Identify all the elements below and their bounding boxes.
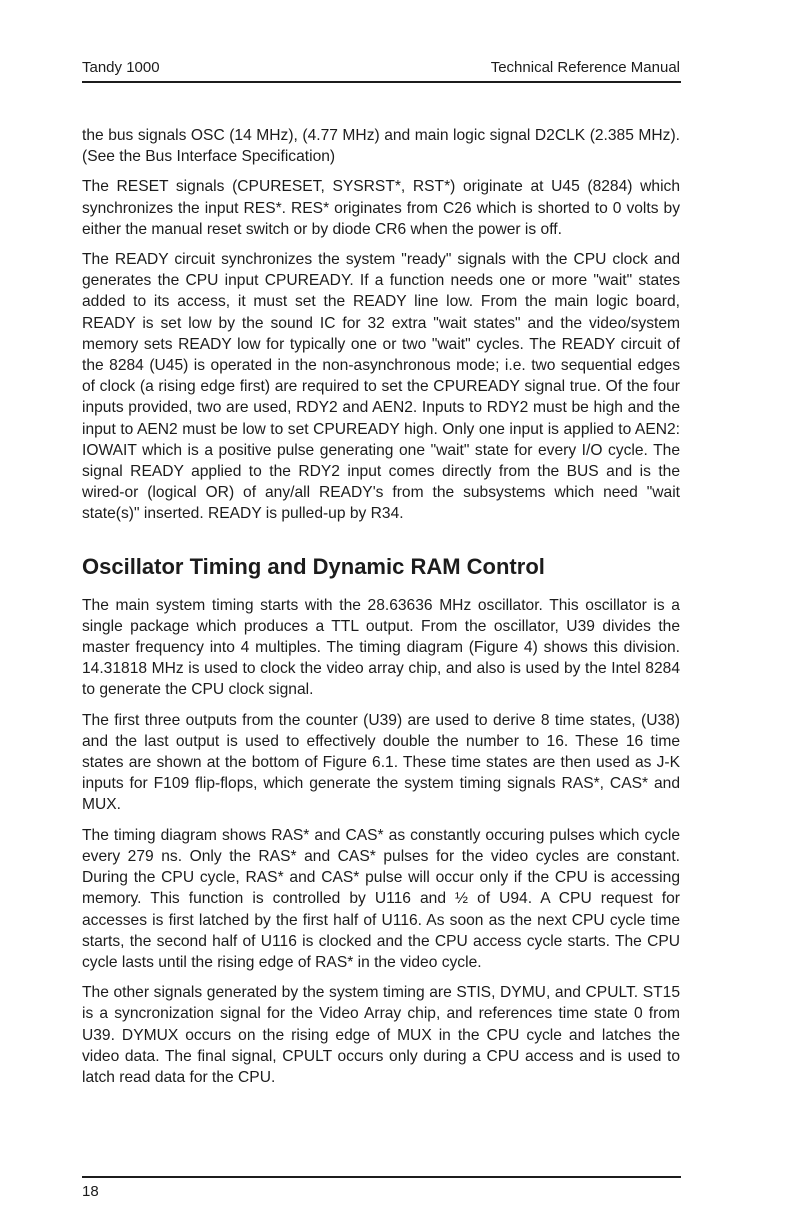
header-rule <box>82 81 681 83</box>
header-manual-title: Tandy 1000 <box>82 59 160 76</box>
section-heading: Oscillator Timing and Dynamic RAM Control <box>82 553 545 579</box>
paragraph-bus-signals: the bus signals OSC (14 MHz), (4.77 MHz) and main logic signal D2CLK (2.385 MHz). (See the Bus Interface Specification) <box>82 127 680 166</box>
paragraph-other-signals: The other signals generated by the system timing are STIS, DYMU, and CPULT. ST15 is a syncronization signal for the Video Array chip, and references time state 0 from U39. DYMUX occurs on the rising edge of MUX in the CPU cycle and latches the video data. The final signal, CPULT occurs only during a CPU access and is used to latch read data for the CPU. <box>82 984 680 1086</box>
paragraph-reset-signals: The RESET signals (CPURESET, SYSRST*, RST*) originate at U45 (8284) which synchronizes the input RES*. RES* originates from C26 which is shorted to 0 volts by either the manual reset switch or by diode CR6 when the power is off. <box>82 178 680 238</box>
paragraph-ras-cas: The timing diagram shows RAS* and CAS* as constantly occuring pulses which cycle every 279 ns. Only the RAS* and CAS* pulses for the video cycles are constant. During the CPU cycle, RAS* and CAS* pulse will occur only if the CPU is accessing memory. This function is controlled by U116 and ½ of U94. A CPU request for accesses is first latched by the first half of U116. As soon as the next CPU cycle time starts, the second half of U116 is clocked and the CPU access cycle starts. The CPU cycle lasts until the rising edge of RAS* in the video cycle. <box>82 826 680 971</box>
paragraph-time-states: The first three outputs from the counter (U39) are used to derive 8 time states, (U38) and the last output is used to effectively double the number to 16. These 16 time states are shown at the bottom of Figure 6.1. These time states are then used as J-K inputs for F109 flip-flops, which generate the system timing signals RAS*, CAS* and MUX. <box>82 711 680 814</box>
paragraph-system-timing: The main system timing starts with the 28.63636 MHz oscillator. This oscillator is a single package which produces a TTL output. From the oscillator, U39 divides the master frequency into 4 multiples. The timing diagram (Figure 4) shows this division. 14.31818 MHz is used to clock the video array chip, and also is used by the Intel 8284 to generate the CPU clock signal. <box>82 596 680 699</box>
page-header <box>82 57 680 79</box>
page-number: 18 <box>82 1183 99 1200</box>
paragraph-ready-circuit: The READY circuit synchronizes the system "ready" signals with the CPU clock and generates the CPU input CPUREADY. If a function needs one or more "wait" states added to its access, it must set the READY line low. From the main logic board, READY is set low by the sound IC for 32 extra "wait states" and the video/system memory sets READY low for typically one or two "wait" cycles. The READY circuit of the 8284 (U45) is operated in the non-asynchronous mode; i.e. two sequential edges of clock (a rising edge first) are required to set the CPUREADY signal true. Of the four inputs provided, two are used, RDY2 and AEN2. Inputs to RDY2 must be high and the input to AEN2 must be low to set CPUREADY high. Only one input is applied to AEN2: IOWAIT which is a positive pulse generating one "wait" state for every I/O cycle. The signal READY applied to the RDY2 input comes directly from the BUS and is the wired-or (logical OR) of any/all READY's from the subsystems which need "wait state(s)" inserted. READY is pulled-up by R34. <box>82 251 680 523</box>
page-body <box>82 125 680 1097</box>
footer-rule <box>82 1176 681 1178</box>
header-manual-subtitle: Technical Reference Manual <box>490 59 680 76</box>
